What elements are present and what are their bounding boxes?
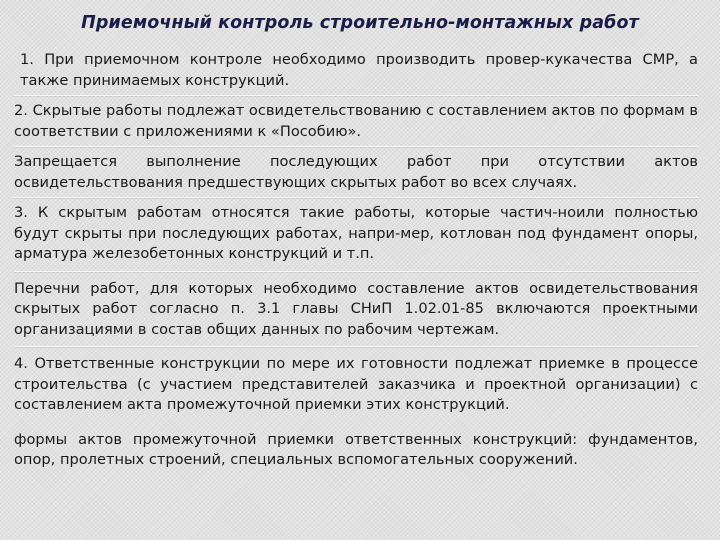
divider bbox=[14, 146, 698, 148]
paragraph-acceptance-control: 1. При приемочном контроле необходимо производить провер-кукачества СМР, а также принимаемых конструкций. bbox=[20, 51, 698, 89]
paragraph-act-forms: формы актов промежуточной приемки ответственных конструкций: фундаментов, опор, пролетных строений, специальных вспомогательных сооружений. bbox=[14, 430, 698, 468]
spacer bbox=[14, 416, 698, 430]
paragraph-hidden-works: 2. Скрытые работы подлежат освидетельствованию с составлением актов по формам в соответствии с приложениями к «Пособию». bbox=[14, 102, 699, 140]
divider bbox=[14, 197, 698, 199]
paragraph-hidden-works-examples: 3. К скрытым работам относятся такие работы, которые частич-ноили полностью будут скрыты при последующих работах, напри-мер, котлован под фундамент опоры, арматура железобетонных конструкций и т.п. bbox=[14, 204, 698, 262]
divider bbox=[14, 95, 698, 97]
paragraph-responsible-structures: 4. Ответственные конструкции по мере их готовности подлежат приемке в процессе строительства (с участием представителей заказчика и проектной организации) с составлением акта промежуточной приемки этих конструкций. bbox=[14, 355, 698, 413]
divider bbox=[14, 346, 698, 348]
divider bbox=[14, 271, 698, 273]
slide-body bbox=[14, 50, 698, 471]
paragraph-prohibition: Запрещается выполнение последующих работ при отсутствии актов освидетельствования предшествующих скрытых работ во всех случаях. bbox=[14, 153, 698, 191]
slide-title: Приемочный контроль строительно-монтажных работ bbox=[81, 13, 639, 33]
paragraph-work-lists: Перечни работ, для которых необходимо составление актов освидетельствования скрытых работ согласно п. 3.1 главы СНиП 1.02.01-85 включаются проектными организациями в состав общих данных по рабочим чертежам. bbox=[14, 279, 698, 338]
